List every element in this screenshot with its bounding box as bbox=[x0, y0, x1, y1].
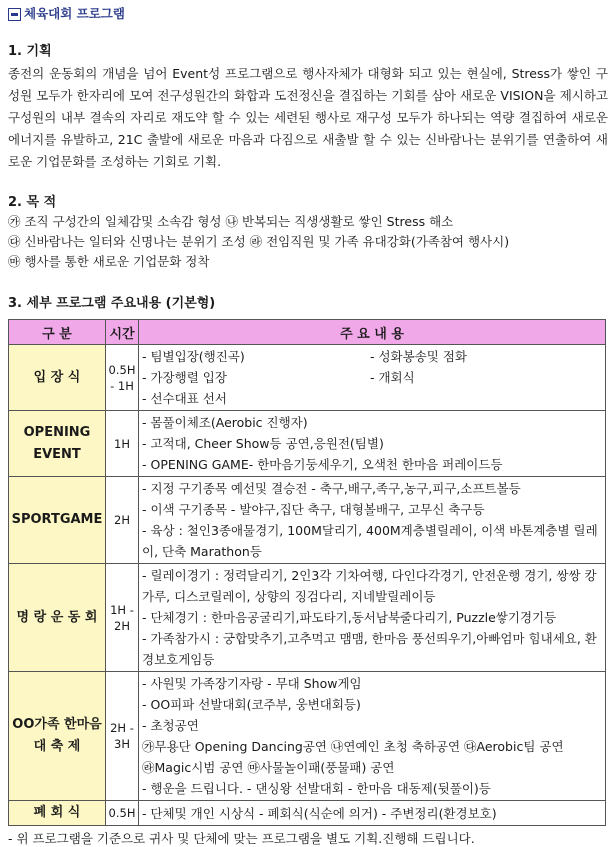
row-category: OO가족 한마음 대 축 제 bbox=[9, 672, 106, 801]
table-row bbox=[9, 345, 606, 411]
purpose-line-3: ㉲ 행사를 통한 새로운 기업문화 정착 bbox=[8, 254, 210, 269]
content-item: - 릴레이경기 : 정력달리기, 2인3각 기차여행, 다인다각경기, 안전운행 경기, 쌍쌍 캉가루, 디스코릴레이, 상향의 징검다리, 지네발릴레이등 bbox=[142, 568, 597, 604]
content-line bbox=[142, 499, 602, 520]
row-content bbox=[139, 672, 606, 801]
purpose-line-2: ㉰ 신바람나는 일터와 신명나는 분위기 조성 ㉱ 전임직원 및 가족 유대강화(가족참여 행사시) bbox=[8, 234, 510, 249]
purpose-line-1: ㉮ 조직 구성간의 일체감및 소속감 형성 ㉯ 반복되는 직생생활로 쌓인 Stress 해소 bbox=[8, 214, 454, 229]
row-category: 폐 회 식 bbox=[9, 801, 106, 826]
row-content bbox=[139, 801, 606, 826]
content-line bbox=[142, 478, 602, 499]
content-line bbox=[142, 803, 602, 824]
content-line bbox=[142, 412, 602, 433]
content-item: - OPENING GAME- 한마음기둥세우기, 오색천 한마음 퍼레이드등 bbox=[142, 457, 503, 472]
content-item: - 육상 : 철인3종애물경기, 100M달리기, 400M계층별릴레이, 이색 바톤계층별 릴레이, 단축 Marathon등 bbox=[142, 523, 598, 559]
planning-section bbox=[8, 40, 608, 173]
content-item: ㉱Magic시범 공연 ㉲사물놀이패(풍물패) 공연 bbox=[142, 760, 395, 775]
content-line bbox=[142, 388, 602, 409]
table-row bbox=[9, 411, 606, 477]
program-table bbox=[8, 319, 606, 826]
content-item: - 이색 구기종목 - 발야구,집단 축구, 대형볼배구, 고무신 축구등 bbox=[142, 502, 485, 517]
content-item: - 행운을 드립니다. - 댄싱왕 선발대회 - 한마음 대동제(뒷풀이)등 bbox=[142, 781, 491, 796]
content-item: - 선수대표 선서 bbox=[142, 391, 227, 406]
planning-text: 종전의 운동회의 개념을 넘어 Event성 프로그램으로 행사자체가 대형화 되고 있는 현실에, Stress가 쌓인 구성원 모두가 한자리에 모여 전구성원간의 화합과 도전정신을 결집하는 기회를 삼아 새로운 VISION을 제시하고 구성원의 내부 결속의 자리로 재도약 할 수 있는 세련된 행사로 재구성 모두가 하나되는 역량 결집하여 새로운 에너지를 유발하고, 21C 출발에 새로운 마음과 다짐으로 새출발 할 수 있는 신바람나는 분위기를 연출하여 새로운 기업문화를 조성하는 기회로 기획. bbox=[8, 66, 608, 169]
header-time: 시간 bbox=[106, 320, 139, 345]
program-document bbox=[8, 6, 608, 847]
title-bullet-icon bbox=[8, 8, 21, 21]
content-line bbox=[142, 346, 602, 367]
table-row bbox=[9, 564, 606, 672]
content-line bbox=[142, 736, 602, 757]
document-title-text: 체육대회 프로그램 bbox=[24, 6, 125, 21]
row-content bbox=[139, 345, 606, 411]
row-time: 1H - 2H bbox=[106, 564, 139, 672]
row-category: OPENING EVENT bbox=[9, 411, 106, 477]
row-content bbox=[139, 564, 606, 672]
row-category: 명 랑 운 동 회 bbox=[9, 564, 106, 672]
content-line bbox=[142, 367, 602, 388]
content-item: - 지정 구기종목 예선및 결승전 - 축구,배구,족구,농구,피구,소프트볼등 bbox=[142, 481, 521, 496]
row-content bbox=[139, 477, 606, 564]
content-item: - 초청공연 bbox=[142, 718, 199, 733]
header-content: 주 요 내 용 bbox=[139, 320, 606, 345]
content-line bbox=[142, 607, 602, 628]
table-row bbox=[9, 672, 606, 801]
content-line bbox=[142, 715, 602, 736]
content-item: - 몸풀이체조(Aerobic 진행자) bbox=[142, 415, 308, 430]
program-footnote: - 위 프로그램을 기준으로 귀사 및 단체에 맞는 프로그램을 별도 기획.진행해 드립니다. bbox=[8, 831, 475, 846]
content-line bbox=[142, 433, 602, 454]
content-line bbox=[142, 757, 602, 778]
content-item: - 팀별입장(행진곡) bbox=[142, 349, 245, 364]
content-item: - OO피파 선발대회(코주부, 웅변대회등) bbox=[142, 697, 361, 712]
program-table-body bbox=[9, 345, 606, 826]
header-category: 구 분 bbox=[9, 320, 106, 345]
planning-heading: 1. 기획 bbox=[8, 44, 52, 59]
table-row bbox=[9, 801, 606, 826]
purpose-list bbox=[8, 212, 608, 272]
content-item: - 단체경기 : 한마음공굴리기,파도타기,동서남북줄다리기, Puzzle쌓기경기등 bbox=[142, 610, 557, 625]
purpose-section bbox=[8, 191, 608, 272]
content-line bbox=[142, 565, 602, 607]
content-line bbox=[142, 454, 602, 475]
content-item: - 가족참가시 : 궁합맞추기,고추먹고 맴맴, 한마음 풍선띄우기,아빠엄마 힘내세요, 환경보호게임등 bbox=[142, 631, 597, 667]
row-time: 2H - 3H bbox=[106, 672, 139, 801]
row-category: 입 장 식 bbox=[9, 345, 106, 411]
content-line bbox=[142, 694, 602, 715]
row-time: 0.5H bbox=[106, 801, 139, 826]
content-item: - 성화봉송및 점화 bbox=[370, 349, 467, 364]
content-line bbox=[142, 673, 602, 694]
content-item: - 사원및 가족장기자랑 - 무대 Show게임 bbox=[142, 676, 362, 691]
row-time: 2H bbox=[106, 477, 139, 564]
table-header-row bbox=[9, 320, 606, 345]
content-line bbox=[142, 778, 602, 799]
content-line bbox=[142, 628, 602, 670]
row-time: 1H bbox=[106, 411, 139, 477]
row-content bbox=[139, 411, 606, 477]
content-item: - 단체및 개인 시상식 - 폐회식(식순에 의거) - 주변정리(환경보호) bbox=[142, 805, 497, 821]
row-time: 0.5H - 1H bbox=[106, 345, 139, 411]
program-section bbox=[8, 292, 608, 847]
content-item: - 개회식 bbox=[370, 370, 415, 385]
table-row bbox=[9, 477, 606, 564]
row-category: SPORTGAME bbox=[9, 477, 106, 564]
content-item: - 가장행렬 입장 bbox=[142, 370, 227, 385]
program-heading: 3. 세부 프로그램 주요내용 (기본형) bbox=[8, 296, 216, 311]
purpose-heading: 2. 목 적 bbox=[8, 195, 57, 210]
content-item: - 고적대, Cheer Show등 공연,응원전(팀별) bbox=[142, 436, 384, 451]
content-line bbox=[142, 520, 602, 562]
document-title bbox=[8, 6, 608, 22]
content-item: ㉮무용단 Opening Dancing공연 ㉯연예인 초청 축하공연 ㉰Aerobic팀 공연 bbox=[142, 739, 564, 754]
